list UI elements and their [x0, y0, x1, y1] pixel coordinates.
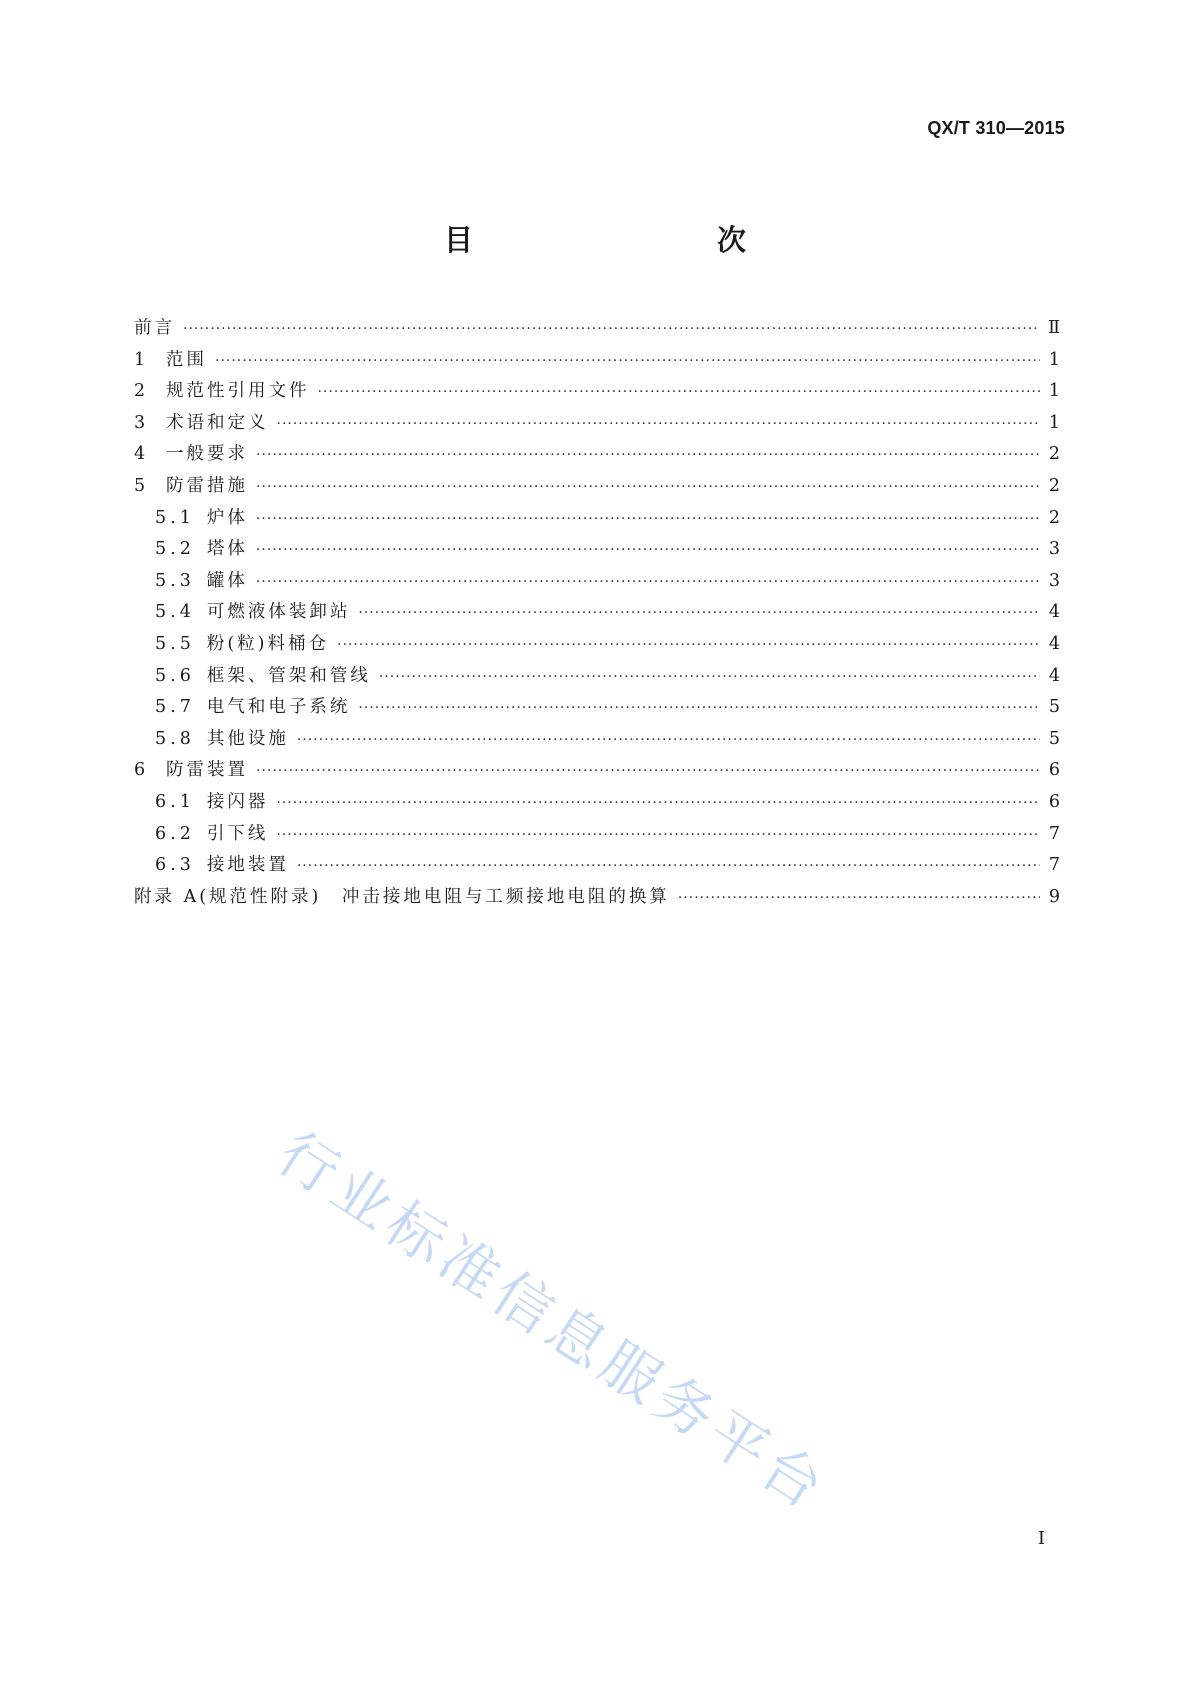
toc-dot-leader [256, 504, 1040, 536]
toc-entry-page: 7 [1048, 823, 1060, 844]
toc-entry[interactable] [134, 787, 1060, 819]
toc-entry[interactable] [134, 313, 1060, 345]
toc-entry-page: 2 [1048, 475, 1060, 496]
toc-entry-number: 5.1 [155, 507, 195, 528]
toc-entry-title: 规范性引用文件 [166, 381, 310, 402]
toc-entry-title: 接地装置 [206, 855, 289, 876]
toc-entry[interactable] [134, 692, 1060, 724]
toc-entry-number: 6.2 [155, 823, 195, 844]
toc-entry-number: 4 [134, 444, 150, 465]
toc-entry-title: 引下线 [206, 823, 269, 844]
table-of-contents [134, 313, 1060, 913]
toc-entry-number: 5 [134, 475, 150, 496]
toc-entry-title: 接闪器 [206, 791, 269, 812]
toc-dot-leader [678, 883, 1040, 915]
toc-entry[interactable] [134, 629, 1060, 661]
toc-entry-page: 6 [1048, 760, 1060, 781]
toc-entry-title: 粉(粒)料桶仓 [206, 633, 329, 654]
toc-entry[interactable] [134, 724, 1060, 756]
toc-entry-number: 6 [134, 760, 150, 781]
toc-entry[interactable] [134, 661, 1060, 693]
toc-dot-leader [256, 440, 1040, 472]
toc-dot-leader [256, 472, 1040, 504]
toc-entry[interactable] [134, 597, 1060, 629]
toc-entry-number: 5.2 [155, 539, 195, 560]
toc-entry-page: 1 [1048, 349, 1060, 370]
toc-entry[interactable] [134, 819, 1060, 851]
toc-entry-title: 防雷装置 [166, 760, 248, 781]
toc-entry-page: 4 [1048, 602, 1060, 623]
toc-entry-page: 4 [1048, 665, 1060, 686]
toc-entry-page: 5 [1048, 728, 1060, 749]
toc-entry-page: 3 [1048, 570, 1060, 591]
toc-entry[interactable] [134, 755, 1060, 787]
toc-entry-title: 电气和电子系统 [206, 697, 351, 718]
toc-entry[interactable] [134, 882, 1060, 914]
toc-entry-title: 范围 [166, 349, 207, 370]
toc-entry-page: Ⅱ [1048, 318, 1060, 338]
toc-entry-page: 5 [1048, 697, 1060, 718]
toc-dot-leader [358, 693, 1040, 725]
toc-entry[interactable] [134, 408, 1060, 440]
toc-entry-title: 防雷措施 [166, 475, 248, 496]
toc-entry-page: 7 [1048, 855, 1060, 876]
toc-entry-title: 一般要求 [166, 444, 248, 465]
toc-entry-number: 5.3 [155, 570, 195, 591]
toc-entry-title: 附录 A(规范性附录) 冲击接地电阻与工频接地电阻的换算 [134, 886, 670, 907]
toc-entry-page: 3 [1048, 539, 1060, 560]
page-number: I [1037, 1528, 1045, 1549]
toc-entry-page: 9 [1048, 886, 1060, 907]
toc-entry-number: 5.6 [155, 665, 195, 686]
toc-entry[interactable] [134, 850, 1060, 882]
toc-entry-title: 其他设施 [206, 728, 289, 749]
page-title: 目 次 [443, 223, 808, 257]
toc-entry-title: 前言 [134, 318, 175, 338]
toc-entry-number: 5.5 [155, 633, 195, 654]
watermark: 行业标准信息服务平台 [265, 1118, 840, 1525]
toc-dot-leader [297, 725, 1040, 757]
toc-entry-number: 5.8 [155, 728, 195, 749]
toc-dot-leader [337, 630, 1040, 662]
toc-entry-page: 1 [1048, 412, 1060, 433]
toc-dot-leader [379, 662, 1040, 694]
toc-entry-number: 6.1 [155, 791, 195, 812]
toc-dot-leader [256, 567, 1040, 599]
toc-entry[interactable] [134, 376, 1060, 408]
toc-dot-leader [215, 346, 1040, 378]
toc-entry[interactable] [134, 345, 1060, 377]
toc-entry-number: 3 [134, 412, 150, 433]
toc-entry[interactable] [134, 503, 1060, 535]
toc-entry[interactable] [134, 471, 1060, 503]
toc-entry-page: 2 [1048, 507, 1060, 528]
toc-entry[interactable] [134, 566, 1060, 598]
toc-entry[interactable] [134, 439, 1060, 471]
toc-entry-title: 炉体 [206, 507, 248, 528]
toc-dot-leader [277, 409, 1041, 441]
toc-entry-title: 可燃液体装卸站 [206, 602, 351, 623]
toc-entry-page: 2 [1048, 444, 1060, 465]
toc-dot-leader [276, 788, 1040, 820]
toc-entry-title: 框架、管架和管线 [206, 665, 371, 686]
toc-entry-page: 4 [1048, 633, 1060, 654]
toc-dot-leader [256, 535, 1040, 567]
toc-entry-page: 1 [1048, 381, 1060, 402]
toc-entry-title: 塔体 [206, 539, 248, 560]
toc-dot-leader [358, 598, 1040, 630]
toc-entry-number: 5.7 [155, 697, 195, 718]
toc-entry-number: 2 [134, 381, 150, 402]
toc-entry-number: 6.3 [155, 855, 195, 876]
toc-dot-leader [297, 851, 1040, 883]
toc-entry-title: 罐体 [206, 570, 248, 591]
toc-dot-leader [256, 756, 1040, 788]
toc-entry-number: 5.4 [155, 602, 195, 623]
toc-dot-leader [318, 377, 1041, 409]
toc-entry-number: 1 [134, 349, 150, 370]
toc-entry-page: 6 [1048, 791, 1060, 812]
toc-dot-leader [183, 314, 1040, 346]
standard-code: QX/T 310—2015 [927, 118, 1065, 138]
toc-entry-title: 术语和定义 [166, 412, 269, 433]
toc-entry[interactable] [134, 534, 1060, 566]
toc-dot-leader [276, 820, 1040, 852]
